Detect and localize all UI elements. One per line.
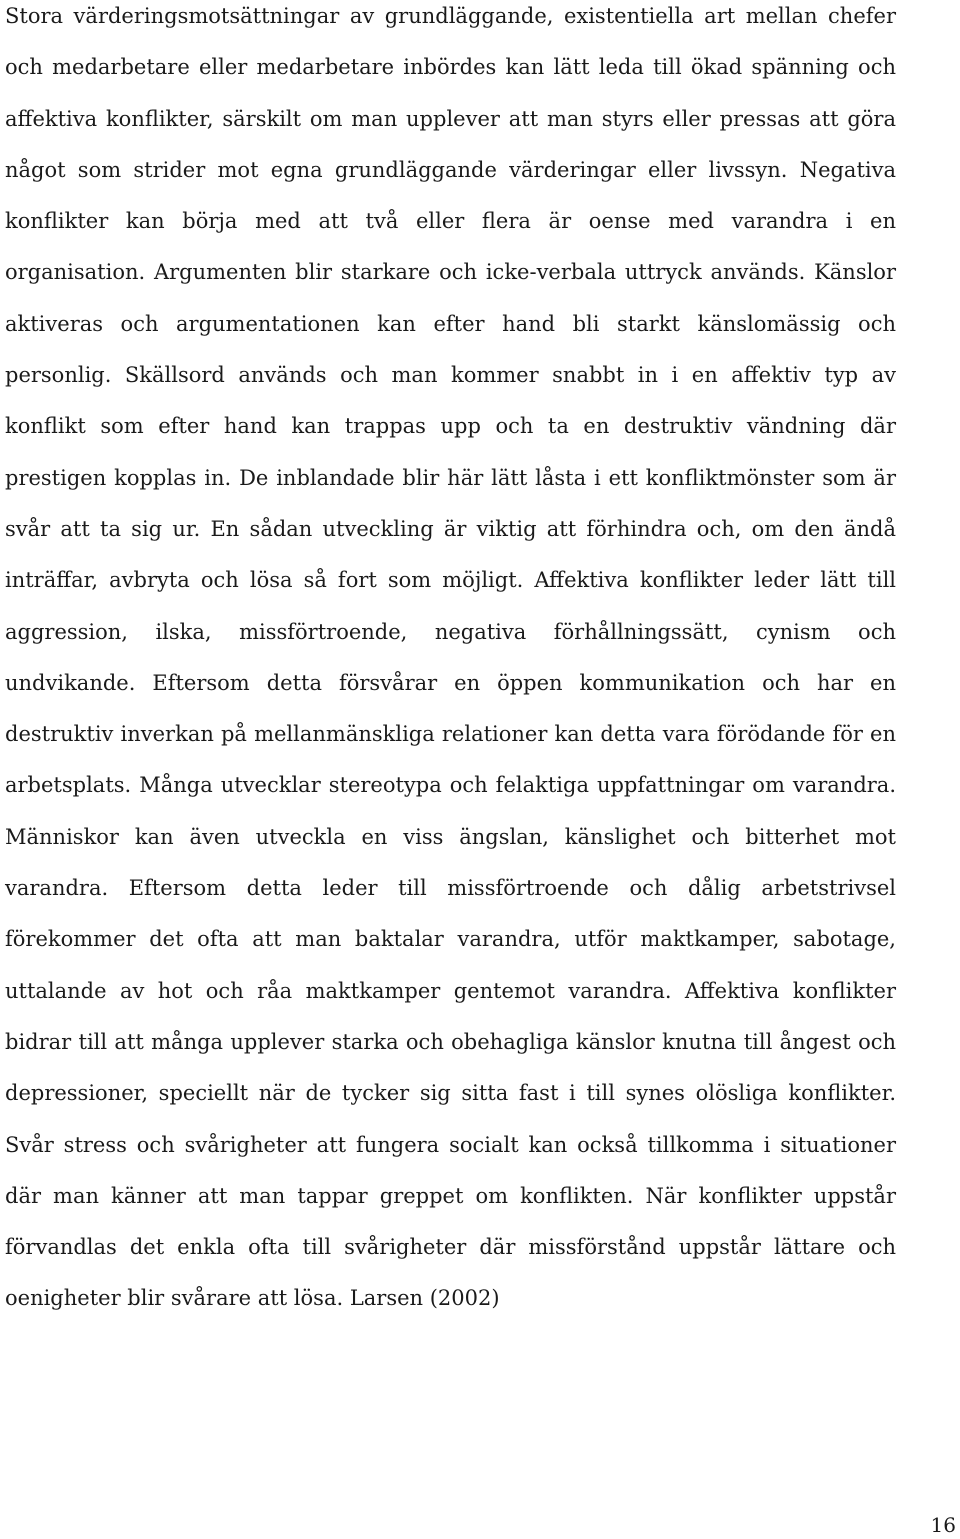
body-paragraph: Stora värderingsmotsättningar av grundläggande, existentiella art mellan chefer och medarbetare eller medarbetare inbördes kan lätt leda till ökad spänning och affektiva konflikter, särskilt om man upplever att man styrs eller pressas att göra något som strider mot egna grundläggande värderingar eller livssyn. Negativa konflikter kan börja med att två eller flera är oense med varandra i en organisation. Argumenten blir starkare och icke-verbala uttryck används. Känslor aktiveras och argumentationen kan efter hand bli starkt känslomässig och personlig. Skällsord används och man kommer snabbt in i en affektiv typ av konflikt som efter hand kan trappas upp och ta en destruktiv vändning där prestigen kopplas in. De inblandade blir här lätt låsta i ett konfliktmönster som är svår att ta sig ur. En sådan utveckling är viktig att förhindra och, om den ändå inträffar, avbryta och lösa så fort som möjligt. Affektiva konflikter leder lätt till aggression, ilska, missförtroende, negativa förhållningssätt, cynism och undvikande. Eftersom detta försvårar en öppen kommunikation och har en destruktiv inverkan på mellanmänskliga relationer kan detta vara förödande för en arbetsplats. Många utvecklar stereotypa och felaktiga uppfattningar om varandra. Människor kan även utveckla en viss ängslan, känslighet och bitterhet mot varandra. Eftersom detta leder till missförtroende och dålig arbetstrivsel förekommer det ofta att man baktalar varandra, utför maktkamper, sabotage, uttalande av hot och råa maktkamper gentemot varandra. Affektiva konflikter bidrar till att många upplever starka och obehagliga känslor knutna till ångest och depressioner, speciellt när de tycker sig sitta fast i till synes olösliga konflikter. Svår stress och svårigheter att fungera socialt kan också tillkomma i situationer där man känner att man tappar greppet om konflikten. När konflikter uppstår förvandlas det enkla ofta till svårigheter där missförstånd uppstår lättare och oenigheter blir svårare att lösa. Larsen (2002) bbox=[5, 4, 896, 1311]
page-number: 16 bbox=[930, 1513, 956, 1537]
